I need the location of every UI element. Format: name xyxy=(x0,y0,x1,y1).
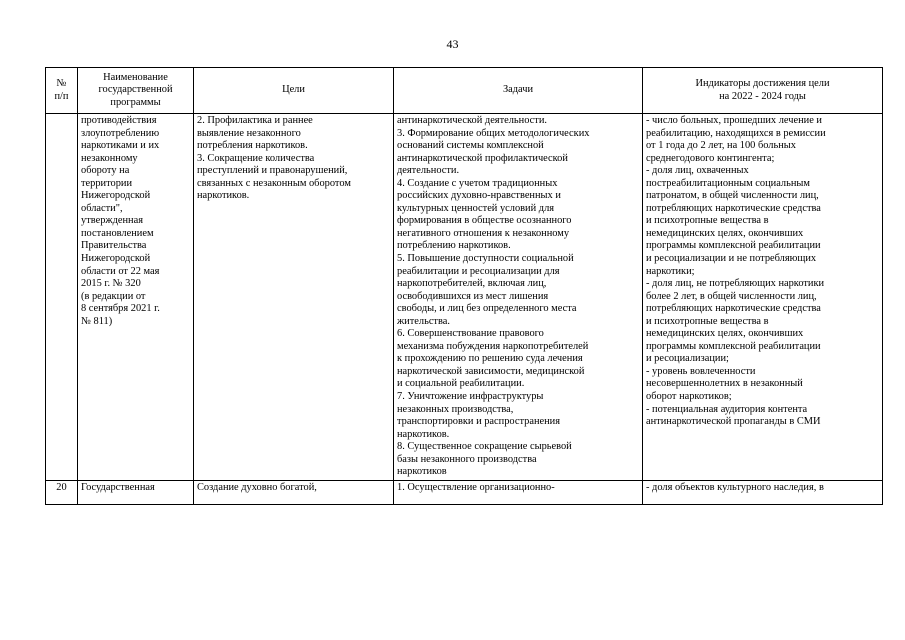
cell-line: - потенциальная аудитория контента xyxy=(646,403,808,415)
cell-line: - доля объектов культурного наследия, в xyxy=(646,481,824,493)
header-line: Цели xyxy=(282,84,305,96)
cell-line: - доля лиц, охваченных xyxy=(646,165,749,177)
cell-line: наркотиков. xyxy=(197,190,250,202)
cell-line: 6. Совершенствование правового xyxy=(397,328,544,340)
cell-line: 1. Осуществление организационно- xyxy=(397,481,555,493)
cell-line: - уровень вовлеченности xyxy=(646,365,756,377)
cell-line: наркотиками и их xyxy=(81,140,160,152)
cell-indicators xyxy=(643,114,883,481)
cell-line: 8 сентября 2021 г. xyxy=(81,303,160,315)
cell-line: потребления наркотиков. xyxy=(197,140,308,152)
header-num xyxy=(46,68,78,114)
cell-line: Государственная xyxy=(81,481,155,493)
cell-line: Нижегородской xyxy=(81,190,151,202)
cell-line: и ресоциализации и не потребляющих xyxy=(646,253,817,265)
programs-table xyxy=(45,67,883,505)
cell-tasks xyxy=(394,114,643,481)
cell-line: среднегодового контингента; xyxy=(646,152,775,164)
cell-line: выявление незаконного xyxy=(197,127,301,139)
cell-line: 3. Формирование общих методологических xyxy=(397,127,590,139)
cell-line: патронатом, в общей численности лиц, xyxy=(646,190,819,202)
cell-line: преступлений и правонарушений, xyxy=(197,165,348,177)
cell-line: (в редакции от xyxy=(81,290,146,302)
cell-line: 2. Профилактика и раннее xyxy=(197,115,313,126)
cell-line: и ресоциализации; xyxy=(646,353,729,365)
header-tasks xyxy=(394,68,643,114)
cell-line: потребляющих наркотические средства xyxy=(646,202,821,214)
table-row xyxy=(46,480,883,505)
cell-line: наркотиков. xyxy=(397,428,450,440)
cell-line: 3. Сокращение количества xyxy=(197,152,315,164)
cell-line: базы незаконного производства xyxy=(397,453,537,465)
cell-tasks xyxy=(394,480,643,505)
table-header-row xyxy=(46,68,883,114)
cell-line: наркотической зависимости, медицинской xyxy=(397,365,585,377)
cell-program xyxy=(78,114,194,481)
cell-line: антинаркотической деятельности. xyxy=(397,115,547,126)
cell-line: механизма побуждения наркопотребителей xyxy=(397,340,589,352)
cell-line: незаконному xyxy=(81,152,138,164)
cell-line: реабилитации и ресоциализации для xyxy=(397,265,560,277)
cell-line: и социальной реабилитации. xyxy=(397,378,525,390)
cell-line: - число больных, прошедших лечение и xyxy=(646,115,822,126)
cell-line: Нижегородской xyxy=(81,253,151,265)
header-line: программы xyxy=(110,96,161,108)
cell-line: злоупотреблению xyxy=(81,127,160,139)
page-number: 43 xyxy=(446,37,459,51)
cell-line: области от 22 мая xyxy=(81,265,160,277)
cell-line: программы комплексной реабилитации xyxy=(646,240,821,252)
cell-num xyxy=(46,480,78,505)
cell-line: территории xyxy=(81,177,133,189)
cell-line: более 2 лет, в общей численности лиц, xyxy=(646,290,817,302)
cell-program xyxy=(78,480,194,505)
cell-line: антинаркотической пропаганды в СМИ xyxy=(646,416,821,428)
cell-line: потребляющих наркотические средства xyxy=(646,303,821,315)
header-line: № xyxy=(56,77,67,89)
cell-line: - доля лиц, не потребляющих наркотики xyxy=(646,278,825,290)
cell-goals xyxy=(194,480,394,505)
cell-line: 5. Повышение доступности социальной xyxy=(397,253,574,265)
cell-line: российских духовно-нравственных и xyxy=(397,190,561,202)
header-indicators xyxy=(643,68,883,114)
cell-line: несовершеннолетних в незаконный xyxy=(646,378,803,390)
cell-line: наркотики; xyxy=(646,265,695,277)
cell-line: наркопотребителей, включая лиц, xyxy=(397,278,547,290)
cell-line: жительства. xyxy=(397,315,450,327)
cell-goals xyxy=(194,114,394,481)
header-line: Наименование xyxy=(103,71,168,83)
cell-line: потреблению наркотиков. xyxy=(397,240,511,252)
cell-line: культурных ценностей условий для xyxy=(397,202,555,214)
cell-line: 4. Создание с учетом традиционных xyxy=(397,177,558,189)
cell-indicators xyxy=(643,480,883,505)
cell-line: от 1 года до 2 лет, на 100 больных xyxy=(646,140,796,152)
cell-line: Правительства xyxy=(81,240,147,252)
cell-line: № 811) xyxy=(81,315,113,327)
cell-line: реабилитацию, находящихся в ремиссии xyxy=(646,127,826,139)
cell-num xyxy=(46,114,78,481)
cell-line: оснований системы комплексной xyxy=(397,140,544,152)
cell-line: свободы, и лиц без определенного места xyxy=(397,303,577,315)
cell-line: оборот наркотиков; xyxy=(646,391,732,403)
cell-line: негативного отношения к незаконному xyxy=(397,227,570,239)
cell-line: обороту на xyxy=(81,165,130,177)
cell-line: постреабилитационным социальным xyxy=(646,177,810,189)
header-goals xyxy=(194,68,394,114)
header-line: государственной xyxy=(98,84,173,96)
cell-line: и психотропные вещества в xyxy=(646,315,769,327)
cell-line: освободившихся из мест лишения xyxy=(397,290,549,302)
cell-line: области", xyxy=(81,202,123,214)
table-row xyxy=(46,114,883,481)
cell-line: немедицинских целях, окончивших xyxy=(646,328,804,340)
cell-line: постановлением xyxy=(81,227,154,239)
cell-line: незаконных производства, xyxy=(397,403,514,415)
cell-line: 8. Существенное сокращение сырьевой xyxy=(397,441,572,453)
cell-line: немедицинских целях, окончивших xyxy=(646,227,804,239)
cell-line: формирования в обществе осознанного xyxy=(397,215,572,227)
header-program xyxy=(78,68,194,114)
cell-line: наркотиков xyxy=(397,466,447,478)
cell-line: антинаркотической профилактической xyxy=(397,152,568,164)
cell-line: и психотропные вещества в xyxy=(646,215,769,227)
header-line: Задачи xyxy=(502,84,534,96)
cell-line: деятельности. xyxy=(397,165,460,177)
cell-line: Создание духовно богатой, xyxy=(197,481,317,493)
cell-line: связанных с незаконным оборотом xyxy=(197,177,351,189)
header-line: п/п xyxy=(54,90,69,102)
cell-line: 2015 г. № 320 xyxy=(81,278,141,290)
cell-line: 7. Уничтожение инфраструктуры xyxy=(397,391,544,403)
header-line: Индикаторы достижения цели xyxy=(695,77,830,89)
cell-line: утвержденная xyxy=(81,215,143,227)
header-line: на 2022 - 2024 годы xyxy=(719,90,806,102)
cell-line: транспортировки и распространения xyxy=(397,416,561,428)
cell-line: 20 xyxy=(56,481,67,493)
cell-line: противодействия xyxy=(81,115,157,126)
cell-line: программы комплексной реабилитации xyxy=(646,340,821,352)
cell-line: к прохождению по решению суда лечения xyxy=(397,353,583,365)
